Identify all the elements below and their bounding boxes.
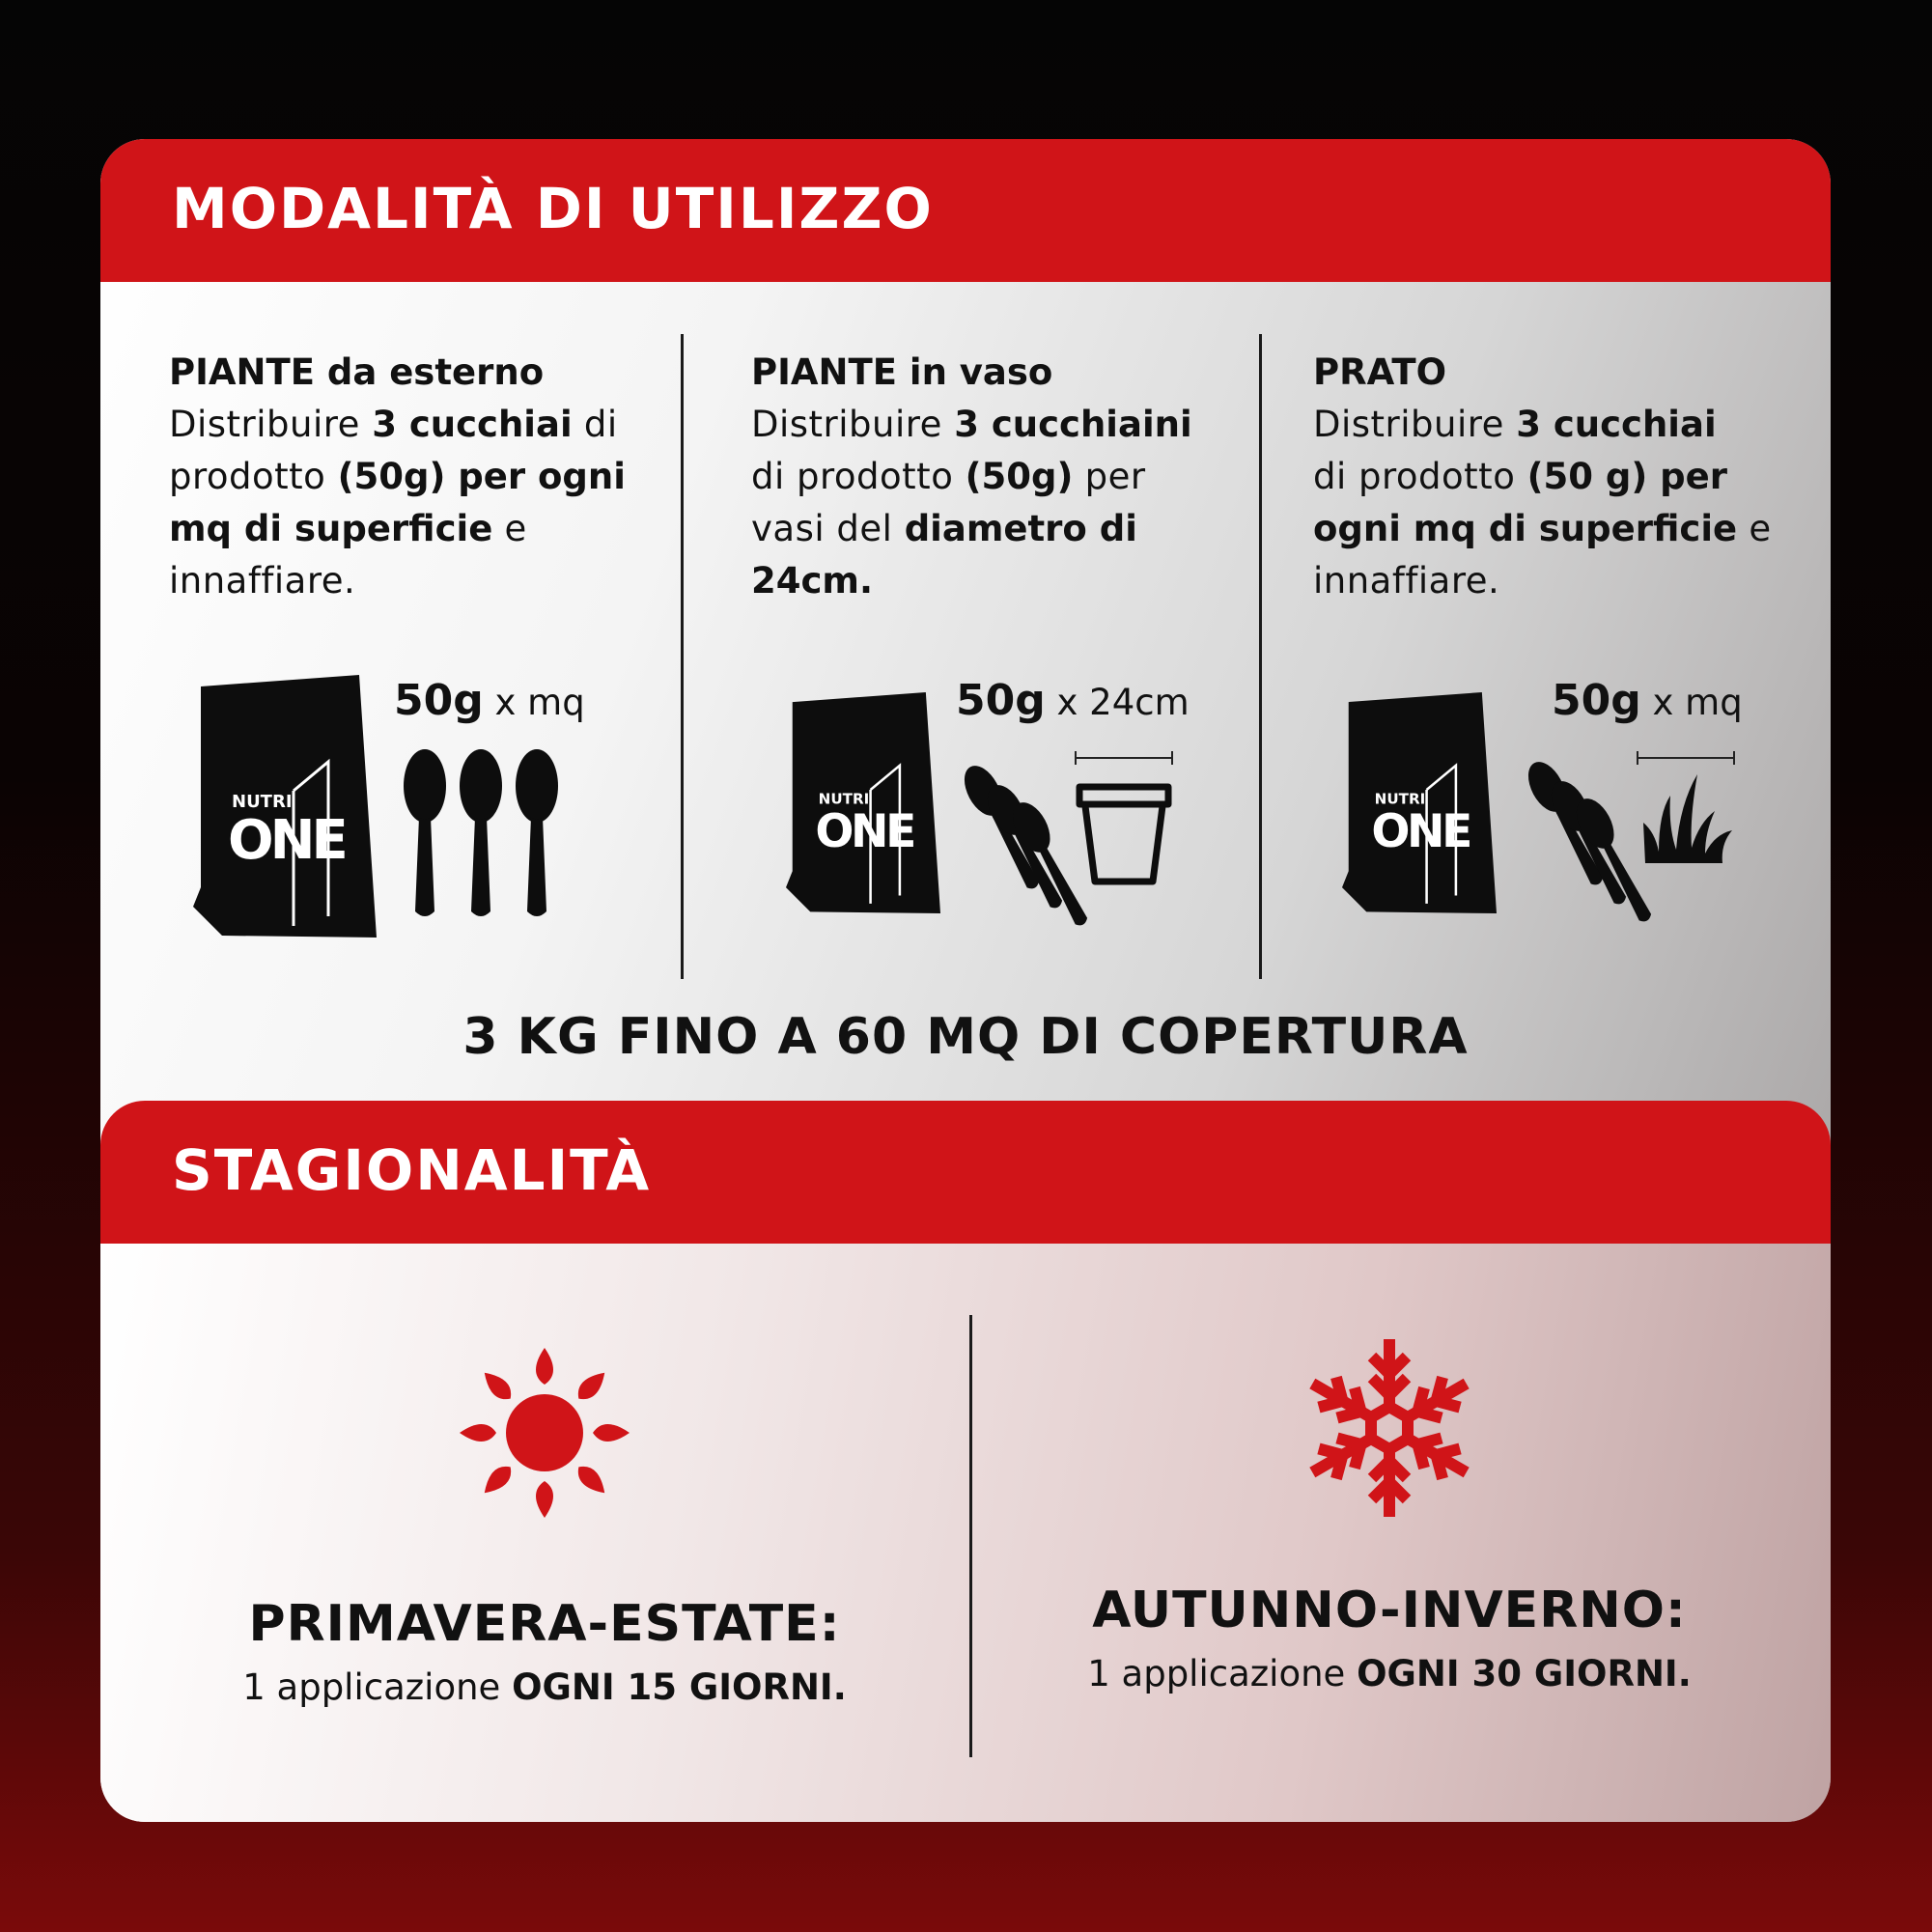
- quantity-unit: x 24cm: [1045, 682, 1190, 723]
- product-bag-icon: [193, 675, 377, 938]
- frequency-text: 1 applicazione: [1087, 1653, 1358, 1694]
- info-card: [100, 139, 1831, 1822]
- line-text: Distribuire: [1313, 404, 1517, 445]
- line-text: Distribuire: [751, 404, 955, 445]
- grass-icon: [1641, 774, 1734, 863]
- column-potted-plants: [751, 347, 1192, 607]
- heading-rest: da esterno: [315, 351, 545, 393]
- line-bold: (50 g) per: [1526, 456, 1727, 497]
- quantity-unit: x mq: [483, 682, 585, 723]
- line-bold: diametro di: [904, 508, 1137, 549]
- line-bold: (50g) per ogni: [337, 456, 626, 497]
- season-title-autumn-winter: AUTUNNO-INVERNO:: [1092, 1582, 1687, 1639]
- frequency-text: 1 applicazione: [242, 1666, 513, 1708]
- quantity-value: 50g: [1552, 676, 1641, 725]
- season-frequency-autumn-winter: [1003, 1653, 1776, 1694]
- line-text: innaffiare.: [169, 560, 356, 602]
- column-heading: [751, 347, 1192, 399]
- line-text: e: [1737, 508, 1772, 549]
- column-divider: [681, 334, 684, 979]
- spoon-icon: [514, 749, 560, 919]
- column-lawn: [1313, 347, 1772, 607]
- sun-icon: [460, 1348, 630, 1518]
- product-bag-icon: [1342, 689, 1497, 916]
- area-measure-icon: [1636, 751, 1736, 765]
- line-text: di: [572, 404, 618, 445]
- quantity-label: [1552, 676, 1743, 725]
- season-title-spring-summer: PRIMAVERA-ESTATE:: [248, 1595, 841, 1653]
- bag-brand-small: NUTRI: [1374, 790, 1426, 808]
- heading-bold: PIANTE: [169, 351, 315, 393]
- bag-brand-big: ONE: [228, 809, 345, 872]
- flower-pot-icon: [1074, 781, 1174, 887]
- column-heading: [169, 347, 626, 399]
- quantity-value: 50g: [394, 676, 484, 725]
- season-section-title: STAGIONALITÀ: [172, 1137, 652, 1203]
- line-bold: (50g): [965, 456, 1074, 497]
- quantity-unit: x mq: [1640, 682, 1743, 723]
- line-bold: 24cm.: [751, 560, 874, 602]
- column-divider: [1259, 334, 1262, 979]
- frequency-bold: OGNI 30 GIORNI.: [1357, 1653, 1692, 1694]
- heading-bold: PIANTE: [751, 351, 897, 393]
- season-divider: [969, 1315, 972, 1757]
- teaspoon-icon: [966, 757, 1081, 931]
- quantity-label: [956, 676, 1190, 725]
- snowflake-icon: [1307, 1336, 1471, 1520]
- usage-header-bar: [100, 139, 1831, 282]
- usage-section-title: MODALITÀ DI UTILIZZO: [172, 176, 934, 241]
- line-bold: 3 cucchiai: [1516, 404, 1717, 445]
- spoon-icon: [458, 749, 504, 919]
- season-background: [100, 1240, 1831, 1822]
- line-text: vasi del: [751, 508, 905, 549]
- heading-rest: in vaso: [897, 351, 1053, 393]
- line-text: di prodotto: [751, 456, 966, 497]
- line-text: e: [492, 508, 527, 549]
- line-text: innaffiare.: [1313, 560, 1500, 602]
- bag-brand-big: ONE: [1371, 804, 1470, 858]
- column-outdoor-plants: [169, 347, 626, 607]
- spoon-icon: [1529, 753, 1645, 927]
- bag-brand-small: NUTRI: [818, 790, 870, 808]
- line-bold: 3 cucchiaini: [954, 404, 1192, 445]
- season-frequency-spring-summer: [158, 1666, 931, 1708]
- quantity-label: [394, 676, 585, 725]
- product-bag-icon: [786, 689, 940, 916]
- column-heading: PRATO: [1313, 351, 1447, 393]
- diameter-measure-icon: [1074, 751, 1174, 765]
- line-text: per: [1073, 456, 1146, 497]
- bag-brand-big: ONE: [815, 804, 913, 858]
- line-text: prodotto: [169, 456, 338, 497]
- line-text: di prodotto: [1313, 456, 1527, 497]
- line-bold: mq di superficie: [169, 508, 493, 549]
- line-bold: 3 cucchiai: [372, 404, 573, 445]
- quantity-value: 50g: [956, 676, 1046, 725]
- coverage-text: 3 KG FINO A 60 MQ DI COPERTURA: [462, 1008, 1469, 1066]
- line-bold: ogni mq di superficie: [1313, 508, 1738, 549]
- line-text: Distribuire: [169, 404, 373, 445]
- frequency-bold: OGNI 15 GIORNI.: [512, 1666, 847, 1708]
- spoon-icon: [402, 749, 448, 919]
- season-header-bar: [100, 1101, 1831, 1244]
- bag-brand-small: NUTRI: [232, 792, 293, 812]
